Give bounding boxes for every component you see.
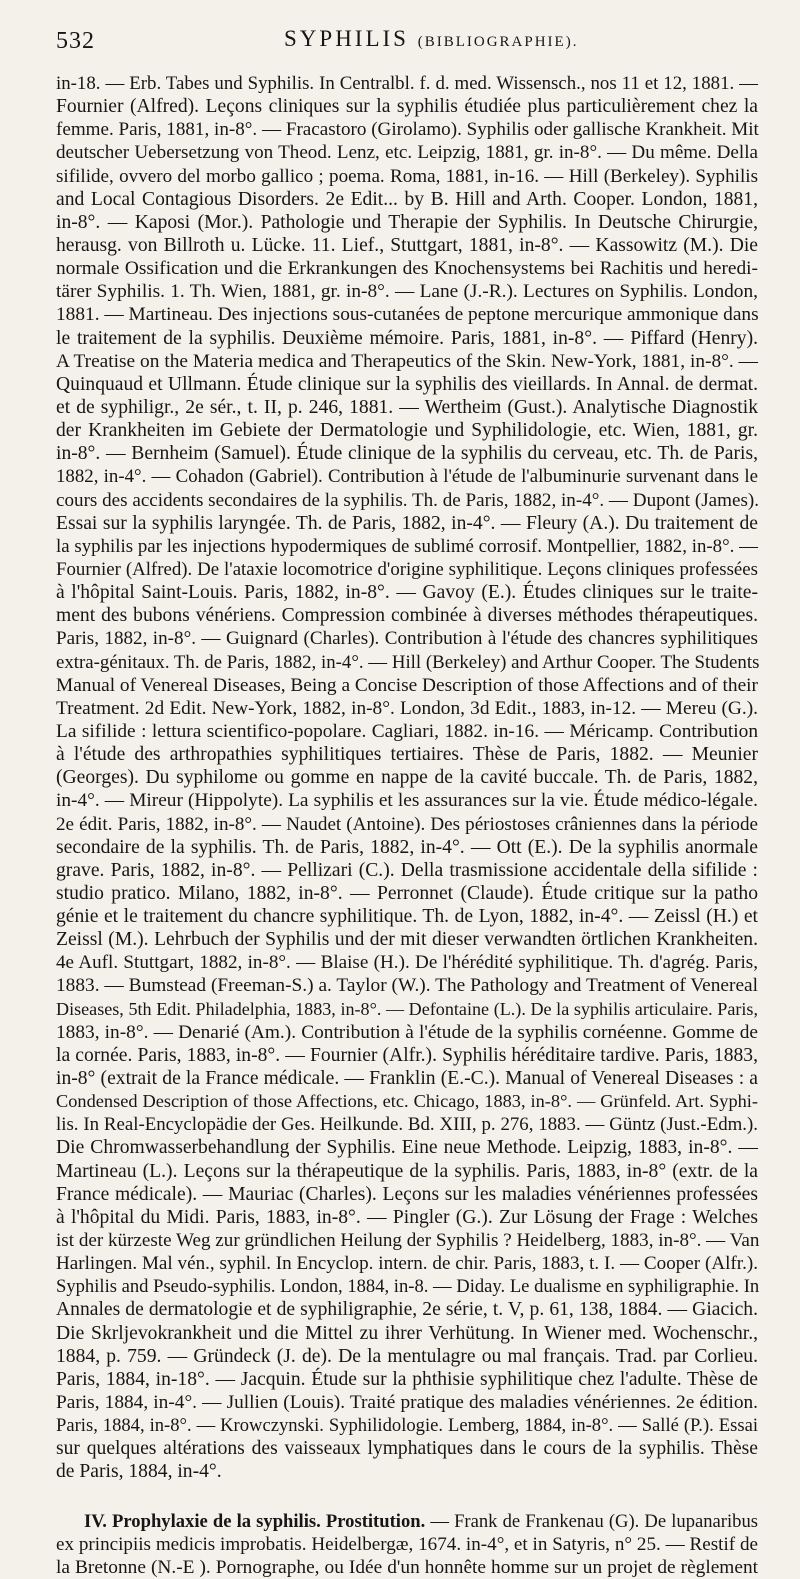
text-line: A Treatise on the Materia medica and Therapeutics of the Skin. New-York, 1881, in-8°. — (56, 350, 758, 372)
text-line: à l'hôpital Saint-Louis. Paris, 1882, in-8°. — Gavoy (E.). Études cliniques sur le traite- (56, 582, 758, 604)
text-line: Annales de dermatologie et de syphiligraphie, 2e série, t. V, p. 61, 138, 1884. — Giacich. (56, 1299, 758, 1321)
text-line: et de syphiligr., 2e sér., t. II, p. 246, 1881. — Wertheim (Gust.). Analytische Diagnostik (56, 396, 758, 418)
text-line: de Paris, 1884, in-4°. (56, 1461, 222, 1483)
text-line: deutscher Uebersetzung von Theod. Lenz, etc. Leipzig, 1881, gr. in-8°. — Du même. Della (56, 142, 758, 164)
text-line: in-8°. — Bernheim (Samuel). Étude clinique de la syphilis du cerveau, etc. Th. de Paris, (56, 443, 758, 465)
text-line: Die Chromwasserbehandlung der Syphilis. Eine neue Methode. Leipzig, 1883, in-8°. — (56, 1137, 758, 1159)
text-line: Harlingen. Mal vén., syphil. In Encyclop. intern. de chir. Paris, 1883, t. I. — Cooper (Alfr.). (56, 1253, 758, 1275)
text-line: 1883. — Bumstead (Freeman-S.) a. Taylor (W.). The Pathology and Treatment of Venereal (56, 975, 758, 997)
text-line: 1884, p. 759. — Gründeck (J. de). De la mentulagre ou mal français. Trad. par Corlieu. (56, 1345, 758, 1367)
text-line: lis. In Real-Encyclopädie der Ges. Heilkunde. Bd. XIII, p. 276, 1883. — Güntz (Just.-Edm.). (56, 1114, 758, 1136)
running-title (284, 26, 578, 52)
running-head (56, 14, 758, 54)
text-line: Paris, 1884, in-4°. — Jullien (Louis). Traité pratique des maladies vénériennes. 2e édition. (56, 1392, 758, 1414)
text-line: le traitement de la syphilis. Deuxième mémoire. Paris, 1881, in-8°. — Piffard (Henry). (56, 327, 758, 349)
running-title-sub: (BIBLIOGRAPHIE). (417, 34, 579, 50)
text-line: Manual of Venereal Diseases, Being a Concise Description of those Affections and of their (56, 674, 758, 696)
text-line: Diseases, 5th Edit. Philadelphia, 1883, in-8°. — Defontaine (L.). De la syphilis articulaire. Paris, (56, 998, 758, 1019)
text-line: 1881. — Martineau. Des injections sous-cutanées de peptone mercurique ammonique dans (56, 304, 759, 326)
text-line: studio pratico. Milano, 1882, in-8°. — Perronnet (Claude). Étude critique sur la patho (56, 882, 758, 904)
text-line: ment des bubons vénériens. Compression combinée à diverses méthodes thérapeutiques. (56, 605, 758, 627)
text-line: grave. Paris, 1882, in-8°. — Pellizari (C.). Della trasmissione accidentale della sifilide : (56, 859, 758, 881)
section-iv-line-2: ex principiis medicis improbatis. Heidelbergæ, 1674. in-4°, et in Satyris, n° 25. — Restif de (56, 1533, 758, 1555)
text-line: (Georges). Du syphilome ou gomme en nappe de la cavité buccale. Th. de Paris, 1882, (56, 767, 758, 789)
text-line: cours des accidents secondaires de la syphilis. Th. de Paris, 1882, in-4°. — Dupont (James). (56, 489, 760, 511)
text-line: extra-génitaux. Th. de Paris, 1882, in-4°. — Hill (Berkeley) and Arthur Cooper. The Students (56, 651, 760, 673)
section-iv-line-1-rest: — Frank de Frankenau (G). De lupanaribus (430, 1510, 758, 1532)
text-line: Condensed Description of those Affections, etc. Chicago, 1883, in-8°. — Grünfeld. Art. Syphi- (56, 1091, 758, 1112)
bibliography-text (56, 72, 758, 1484)
text-line: Essai sur la syphilis laryngée. Th. de Paris, 1882, in-4°. — Fleury (A.). Du traitement de (56, 512, 758, 534)
text-line: 2e édit. Paris, 1882, in-8°. — Naudet (Antoine). Des périostoses crâniennes dans la période (56, 813, 758, 835)
text-line: Paris, 1884, in-8°. — Krowczynski. Syphilidologie. Lemberg, 1884, in-8°. — Sallé (P.). Essai (56, 1415, 758, 1437)
section-iv-line-3: la Bretonne (N.-E ). Pornographe, ou Idée d'un honnête homme sur un projet de règlement (56, 1556, 758, 1578)
text-line: à l'hôpital du Midi. Paris, 1883, in-8°. — Pingler (G.). Zur Lösung der Frage : Welches (56, 1206, 758, 1228)
text-line: 1882, in-4°. — Cohadon (Gabriel). Contribution à l'étude de l'albuminurie survenant dans le (56, 466, 758, 488)
text-line: Paris, 1882, in-8°. — Guignard (Charles). Contribution à l'étude des chancres syphilitiques (56, 628, 758, 650)
text-line: Die Skrljevokrankheit und die Mittel zu ihrer Verhütung. In Wiener med. Wochenschr., (56, 1322, 758, 1344)
text-line: normale Ossification und die Erkrankungen des Knochensystems bei Rachitis und heredi- (56, 258, 758, 280)
text-line: herausg. von Billroth u. Lücke. 11. Lief., Stuttgart, 1881, in-8°. — Kassowitz (M.). Die (56, 234, 758, 256)
text-line: tärer Syphilis. 1. Th. Wien, 1881, gr. in-8°. — Lane (J.-R.). Lectures on Syphilis. London, (56, 281, 758, 303)
text-line: femme. Paris, 1881, in-8°. — Fracastoro (Girolamo). Syphilis oder gallische Krankheit. Mit (56, 119, 759, 141)
section-gap (56, 1484, 758, 1510)
text-line: génie et le traitement du chancre syphilitique. Th. de Lyon, 1882, in-4°. — Zeissl (H.) et (56, 906, 758, 928)
text-line: Paris, 1884, in-18°. — Jacquin. Étude sur la phthisie syphilitique chez l'adulte. Thèse de (56, 1368, 758, 1390)
text-line: Syphilis and Pseudo-syphilis. London, 1884, in-8. — Diday. Le dualisme en syphiligraphie. In (56, 1276, 760, 1298)
section-iv-heading: IV. Prophylaxie de la syphilis. Prostitution. (84, 1510, 426, 1532)
text-line: and Local Contagious Disorders. 2e Edit... by B. Hill and Arth. Cooper. London, 1881, (56, 188, 758, 210)
text-line: la syphilis par les injections hypodermiques de sublimé corrosif. Montpellier, 1882, in-8°. — (56, 535, 758, 557)
text-line: La sifilide : lettura scientifico-popolare. Cagliari, 1882. in-16. — Méricamp. Contribution (56, 720, 758, 742)
text-line: in-8° (extrait de la France médicale. — Franklin (E.-C.). Manual of Venereal Diseases : a (56, 1068, 758, 1090)
text-line: Martineau (L.). Leçons sur la thérapeutique de la syphilis. Paris, 1883, in-8° (extr. de la (56, 1160, 758, 1182)
page-number: 532 (56, 28, 95, 54)
text-line: sifilide, ovvero del morbo gallico ; poema. Roma, 1881, in-16. — Hill (Berkeley). Syphilis (56, 165, 758, 187)
text-line: la cornée. Paris, 1883, in-8°. — Fournier (Alfr.). Syphilis héréditaire tardive. Paris, 1883, (56, 1044, 758, 1066)
text-line: France médicale). — Mauriac (Charles). Leçons sur les maladies vénériennes professées (56, 1183, 758, 1205)
text-line: in-4°. — Mireur (Hippolyte). La syphilis et les assurances sur la vie. Étude médico-légale. (56, 790, 758, 812)
text-line: in-8°. — Kaposi (Mor.). Pathologie und Therapie der Syphilis. In Deutsche Chirurgie, (56, 211, 758, 233)
text-line: 1883, in-8°. — Denarié (Am.). Contribution à l'étude de la syphilis cornéenne. Gomme de (56, 1021, 758, 1043)
text-line: Zeissl (M.). Lehrbuch der Syphilis und der mit dieser verwandten örtlichen Krankheiten. (56, 929, 758, 951)
text-line: 4e Aufl. Stuttgart, 1882, in-8°. — Blaise (H.). De l'hérédité syphilitique. Th. d'agrég. Paris, (56, 952, 758, 974)
text-line: secondaire de la syphilis. Th. de Paris, 1882, in-4°. — Ott (E.). De la syphilis anormale (56, 836, 758, 858)
text-line: Treatment. 2d Edit. New-York, 1882, in-8°. London, 3d Edit., 1883, in-12. — Mereu (G.). (56, 697, 758, 719)
text-line: Fournier (Alfred). De l'ataxie locomotrice d'origine syphilitique. Leçons cliniques professées (56, 558, 758, 580)
text-line: à l'étude des arthropathies syphilitiques tertiaires. Thèse de Paris, 1882. — Meunier (56, 744, 758, 766)
text-line: ist der kürzeste Weg zur gründlichen Heilung der Syphilis ? Heidelberg, 1883, in-8°. — Van (56, 1230, 760, 1252)
text-line: der Krankheiten im Gebiete der Dermatologie und Syphilidologie, etc. Wien, 1881, gr. (56, 420, 758, 442)
text-line: Fournier (Alfred). Leçons cliniques sur la syphilis étudiée plus particulièrement chez la (56, 96, 758, 118)
text-line: in-18. — Erb. Tabes und Syphilis. In Centralbl. f. d. med. Wissensch., nos 11 et 12, 1881. — (56, 73, 758, 94)
text-line: Quinquaud et Ullmann. Étude clinique sur la syphilis des vieillards. In Annal. de dermat. (56, 373, 758, 395)
section-iv-line-1 (56, 1510, 758, 1533)
text-line: sur quelques altérations des vaisseaux lymphatiques dans le cours de la syphilis. Thèse (56, 1438, 758, 1460)
running-title-main: SYPHILIS (284, 26, 409, 51)
